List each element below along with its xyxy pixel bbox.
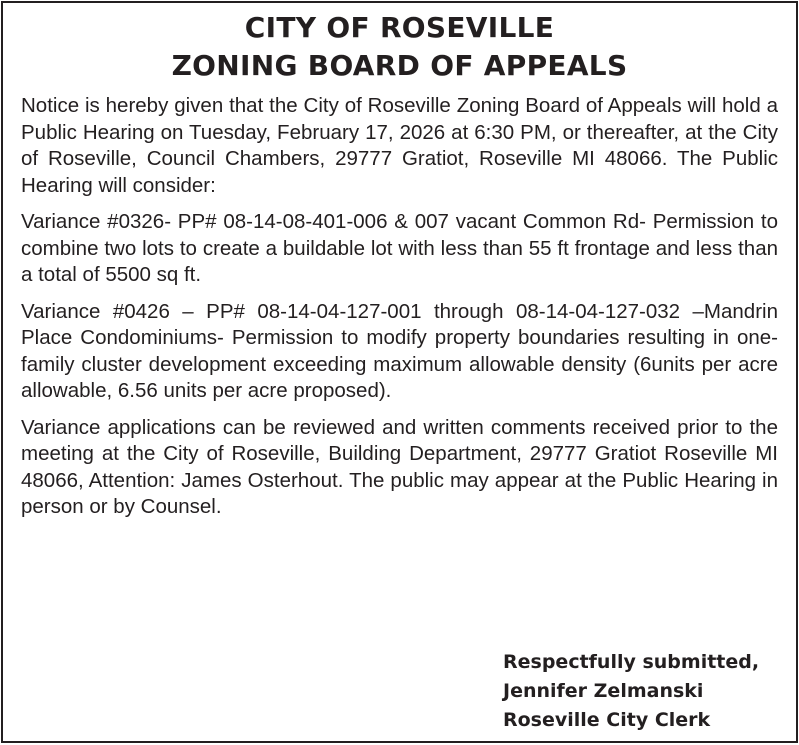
public-notice (1, 1, 798, 743)
signature-block (503, 648, 759, 735)
notice-title (21, 9, 778, 85)
variance-0426-paragraph: Variance #0426 – PP# 08-14-04-127-001 through 08-14-04-127-032 –Mandrin Place Condominiums- Permission to modify property boundaries resulting in one-family cluster development exceeding maximum allowable density (6units per acre allowable, 6.56 units per acre proposed). (21, 299, 778, 402)
signature-closing: Respectfully submitted, (503, 651, 760, 673)
review-info-paragraph: Variance applications can be reviewed and written comments received prior to the meeting at the City of Roseville, Building Department, 29777 Gratiot Roseville MI 48066, Attention: James Osterhout. The public may appear at the Public Hearing in person or by Counsel. (21, 415, 778, 518)
title-line-city: CITY OF ROSEVILLE (244, 11, 555, 44)
signature-name: Jennifer Zelmanski (503, 680, 704, 702)
signature-title: Roseville City Clerk (503, 709, 711, 731)
title-line-board: ZONING BOARD OF APPEALS (171, 49, 628, 82)
notice-intro-paragraph: Notice is hereby given that the City of Roseville Zoning Board of Appeals will hold a Public Hearing on Tuesday, February 17, 2026 at 6:30 PM, or thereafter, at the City of Roseville, Council Chambers, 29777 Gratiot, Roseville MI 48066. The Public Hearing will consider: (21, 94, 778, 197)
variance-0326-paragraph: Variance #0326- PP# 08-14-08-401-006 & 007 vacant Common Rd- Permission to combine two lots to create a buildable lot with less than 55 ft frontage and less than a total of 5500 sq ft. (21, 210, 778, 286)
